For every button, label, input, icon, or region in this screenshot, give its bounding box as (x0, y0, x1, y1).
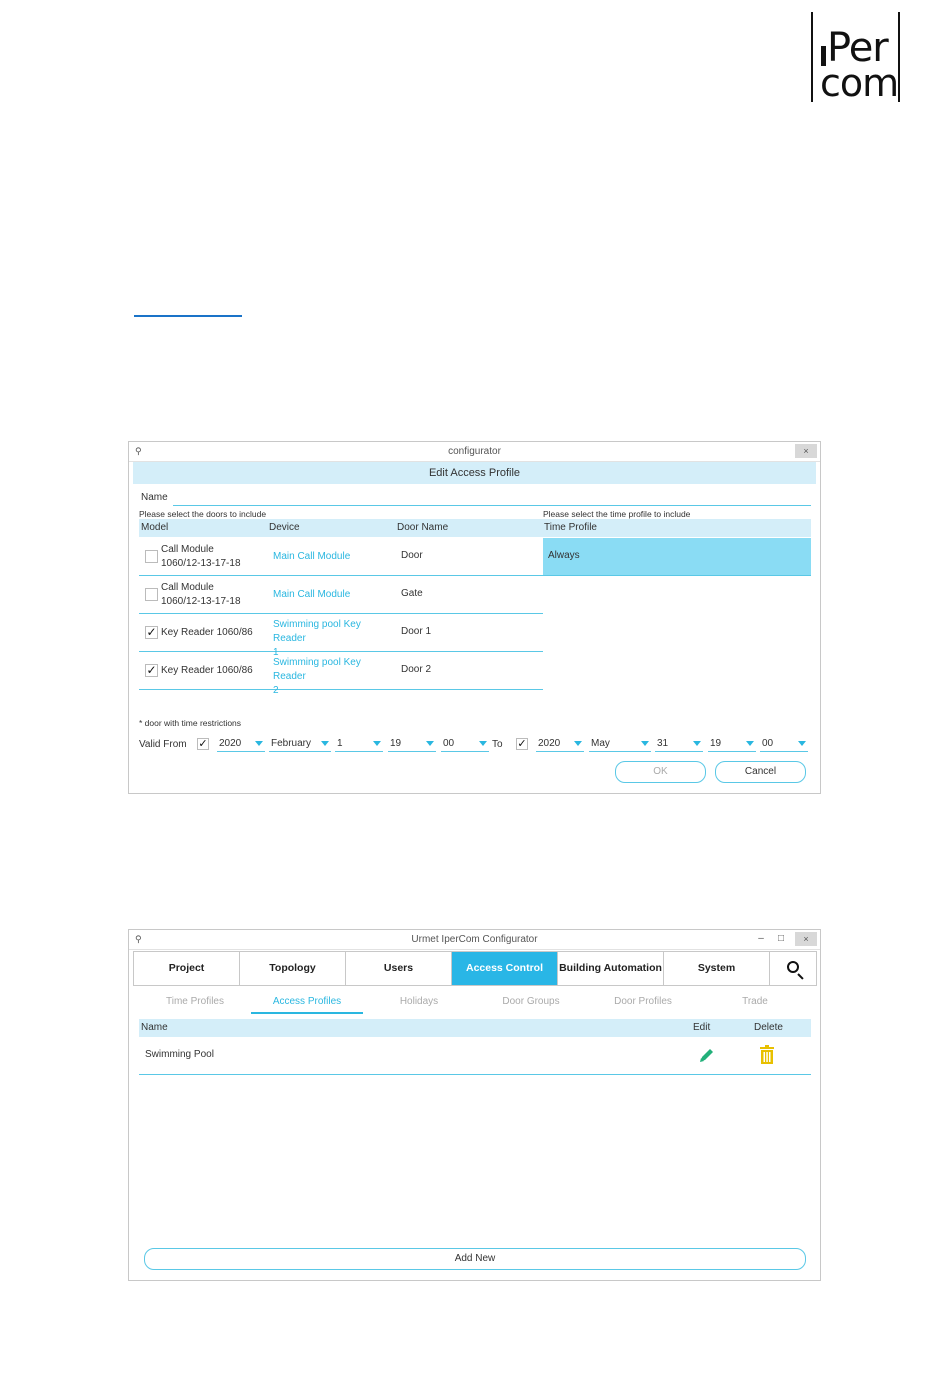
subtab-time-profiles[interactable]: Time Profiles (166, 996, 224, 1007)
door-device: Swimming pool Key Reader 1 (273, 619, 361, 658)
logo-left-bar (811, 12, 813, 102)
maximize-button[interactable]: □ (777, 933, 785, 944)
validity-row (139, 737, 811, 753)
tab-access-control[interactable]: Access Control (452, 952, 558, 985)
door-name: Door 1 (401, 626, 432, 637)
subtab-trade[interactable]: Trade (742, 996, 768, 1007)
dialog-titlebar (129, 442, 820, 462)
chevron-down-icon (693, 741, 701, 746)
door-device: Main Call Module (273, 589, 351, 600)
minimize-button[interactable]: – (758, 933, 764, 944)
chevron-down-icon (641, 741, 649, 746)
profile-name: Swimming Pool (145, 1049, 214, 1060)
tab-topology[interactable]: Topology (240, 952, 346, 985)
to-minute-select[interactable]: 00 (760, 737, 808, 752)
tab-users[interactable]: Users (346, 952, 452, 985)
chevron-down-icon (574, 741, 582, 746)
subtab-holidays[interactable]: Holidays (399, 996, 439, 1007)
chevron-down-icon (255, 741, 263, 746)
door-name: Door 2 (401, 664, 432, 675)
door-checkbox[interactable]: ✓ (146, 663, 157, 677)
name-label: Name (141, 492, 168, 503)
name-input[interactable] (173, 505, 811, 506)
edit-access-profile-window (128, 441, 821, 794)
doors-hint: Please select the doors to include (139, 509, 267, 519)
door-row[interactable] (139, 614, 543, 658)
chevron-down-icon (321, 741, 329, 746)
app-icon: ⚲ (135, 934, 142, 944)
chevron-down-icon (479, 741, 487, 746)
app-window-title: Urmet IperCom Configurator (411, 934, 538, 945)
dialog-window-title: configurator (448, 446, 501, 457)
subtab-door-profiles[interactable]: Door Profiles (614, 996, 672, 1007)
add-new-button[interactable]: Add New (144, 1248, 806, 1270)
door-row[interactable] (139, 576, 543, 614)
door-name: Door (401, 550, 423, 561)
access-control-subtabs (139, 994, 811, 1014)
from-day-select[interactable]: 1 (335, 737, 383, 752)
doors-table-header (139, 519, 811, 537)
logo-right-bar (898, 12, 900, 102)
chevron-down-icon (798, 741, 806, 746)
logo-line-2: com (820, 61, 899, 105)
time-profile-hint: Please select the time profile to include (543, 509, 691, 519)
trash-icon[interactable] (759, 1045, 775, 1065)
col-edit: Edit (693, 1022, 711, 1033)
subtab-access-profiles[interactable]: Access Profiles (251, 994, 363, 1014)
from-year-select[interactable]: 2020 (217, 737, 265, 752)
door-name: Gate (401, 588, 423, 599)
from-month-select[interactable]: February (269, 737, 331, 752)
col-name: Name (141, 1022, 168, 1033)
ipercom-logo (810, 12, 902, 104)
tab-project[interactable]: Project (134, 952, 240, 985)
profiles-table-header (139, 1019, 811, 1037)
to-day-select[interactable]: 31 (655, 737, 703, 752)
tab-system[interactable]: System (664, 952, 770, 985)
dialog-header: Edit Access Profile (133, 462, 816, 484)
to-label: To (492, 739, 503, 750)
app-close-button[interactable]: × (795, 932, 817, 946)
door-row[interactable] (139, 538, 543, 576)
app-icon: ⚲ (135, 446, 142, 456)
cancel-button[interactable]: Cancel (715, 761, 806, 783)
door-model: Call Module 1060/12-13-17-18 (161, 544, 241, 569)
from-minute-select[interactable]: 00 (441, 737, 489, 752)
app-titlebar (129, 930, 820, 950)
valid-to-checkbox[interactable]: ✓ (517, 738, 527, 750)
valid-from-label: Valid From (139, 739, 187, 750)
col-device: Device (269, 522, 300, 533)
name-field-row (139, 492, 811, 506)
chevron-down-icon (746, 741, 754, 746)
to-month-select[interactable]: May (589, 737, 651, 752)
door-model: Key Reader 1060/86 (161, 627, 253, 638)
chevron-down-icon (373, 741, 381, 746)
ok-button[interactable]: OK (615, 761, 706, 783)
door-checkbox[interactable]: ✓ (146, 625, 157, 639)
to-hour-select[interactable]: 19 (708, 737, 756, 752)
door-device: Swimming pool Key Reader 2 (273, 657, 361, 696)
pencil-icon[interactable] (698, 1046, 716, 1064)
main-tabs (133, 951, 817, 986)
search-button[interactable] (770, 952, 816, 985)
door-model: Call Module 1060/12-13-17-18 (161, 582, 241, 607)
door-checkbox[interactable] (145, 550, 158, 563)
col-model: Model (141, 522, 169, 533)
restriction-note: * door with time restrictions (139, 718, 242, 728)
door-model: Key Reader 1060/86 (161, 665, 253, 676)
configurator-main-window (128, 929, 821, 1281)
col-door-name: Door Name (397, 522, 449, 533)
from-hour-select[interactable]: 19 (388, 737, 436, 752)
tab-building-automation[interactable]: Building Automation (558, 952, 664, 985)
subtab-door-groups[interactable]: Door Groups (502, 996, 560, 1007)
logo-line-1: Per (827, 25, 888, 71)
chevron-down-icon (426, 741, 434, 746)
profile-row[interactable] (139, 1037, 811, 1075)
door-checkbox[interactable] (145, 588, 158, 601)
col-time-profile: Time Profile (544, 522, 597, 533)
valid-from-checkbox[interactable]: ✓ (198, 738, 208, 750)
time-profile-always[interactable] (543, 538, 811, 576)
search-icon (787, 961, 799, 973)
document-link-underline[interactable] (134, 315, 242, 317)
door-device: Main Call Module (273, 551, 351, 562)
to-year-select[interactable]: 2020 (536, 737, 584, 752)
col-delete: Delete (754, 1022, 783, 1033)
door-row[interactable] (139, 652, 543, 696)
time-profile-label: Always (548, 550, 580, 561)
dialog-close-button[interactable]: × (795, 444, 817, 458)
